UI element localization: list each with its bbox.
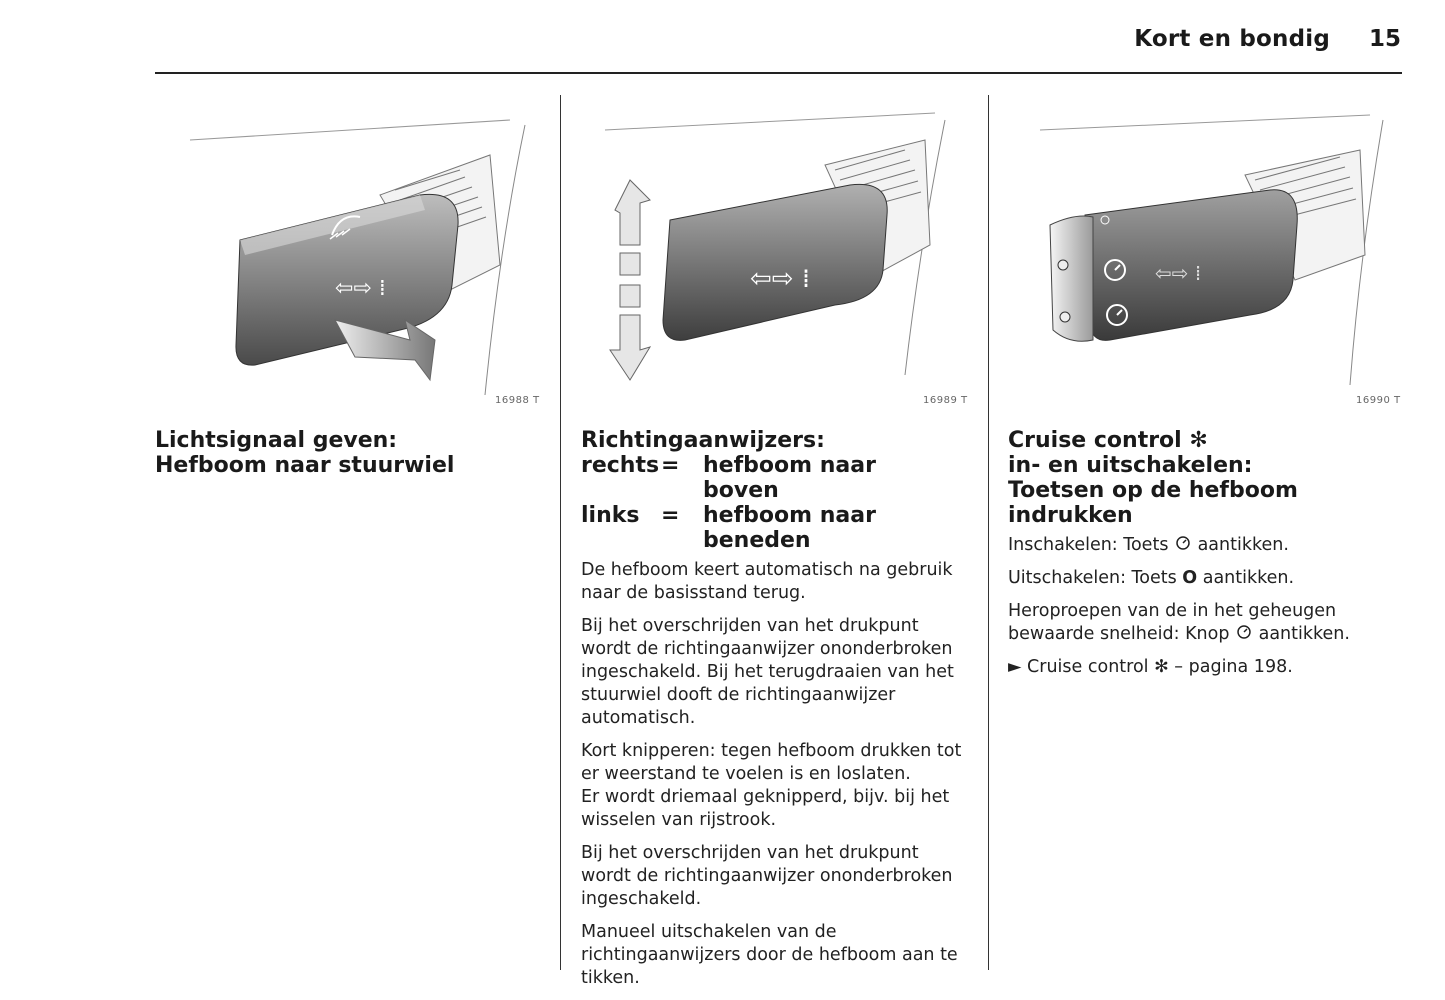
cruise-resume-icon — [1235, 623, 1253, 639]
paragraph: Er wordt driemaal geknipperd, bijv. bij het wisselen van rijstrook. — [581, 787, 950, 830]
off-button-symbol: O — [1182, 568, 1198, 588]
cross-reference-link[interactable]: Cruise control ✻ – pagina 198. — [1027, 657, 1293, 677]
turn-signal-definitions — [581, 453, 903, 553]
cruise-speedometer-icon — [1174, 534, 1192, 550]
flasher-heading-line1: Lichtsignaal geven: — [155, 428, 398, 453]
figure-turn-signal-lever — [585, 95, 975, 405]
column-cruise-control — [1008, 428, 1403, 689]
paragraph-switch-off — [1008, 567, 1403, 590]
definition-description: hefboom naar boven — [703, 453, 876, 503]
page-number: 15 — [1368, 26, 1401, 52]
turn-signal-symbol: ⇦⇨ ⁞ — [1155, 261, 1202, 285]
switch-off-text: Uitschakelen: Toets — [1008, 568, 1183, 588]
flasher-lever-illustration — [160, 95, 550, 405]
flasher-heading-line2: Hefboom naar stuurwiel — [155, 453, 455, 478]
column-divider — [988, 95, 989, 970]
paragraph: Bij het overschrijden van het drukpunt wordt de richtingaanwijzer ononderbroken ingeschakeld. Bij het terugdraaien van het stuurwiel dooft de richtingaanwijzer automatisch. — [581, 616, 954, 728]
definition-separator: = — [661, 503, 680, 528]
header-rule — [155, 72, 1402, 74]
cruise-heading-line3: Toetsen op de hefboom indrukken — [1008, 478, 1298, 528]
column-turn-signals — [581, 428, 971, 1000]
definition-term: rechts — [581, 453, 660, 478]
paragraph: De hefboom keert automatisch na gebruik naar de basisstand terug. — [581, 560, 953, 603]
cruise-heading-line2: in- en uitschakelen: — [1008, 453, 1253, 478]
paragraph-switch-on — [1008, 534, 1403, 557]
paragraph-resume — [1008, 600, 1403, 646]
definition-row — [581, 503, 903, 553]
reference-arrow-icon: ► — [1008, 657, 1022, 677]
definition-description: hefboom naar beneden — [703, 503, 876, 553]
definition-row — [581, 453, 903, 503]
definition-separator: = — [661, 453, 680, 478]
figure-code: 16990 T — [1356, 395, 1401, 406]
up-down-arrows-icon — [610, 180, 650, 380]
figure-cruise-control-lever — [1015, 95, 1405, 405]
resume-text: Heroproepen van de in het geheugen bewaarde snelheid: Knop — [1008, 601, 1337, 644]
paragraph: Manueel uitschakelen van de richtingaanwijzers door de hefboom aan te tikken. — [581, 922, 958, 988]
section-title: Kort en bondig — [1134, 26, 1330, 52]
switch-on-suffix: aantikken. — [1192, 535, 1289, 555]
definition-term: links — [581, 503, 640, 528]
switch-off-suffix: aantikken. — [1197, 568, 1295, 588]
figure-flasher-lever — [160, 95, 550, 405]
turn-signal-symbol: ⇦⇨ ⁞ — [335, 276, 386, 301]
figure-code: 16988 T — [495, 395, 540, 406]
paragraph: Kort knipperen: tegen hefboom drukken tot er weerstand te voelen is en loslaten. — [581, 741, 962, 784]
cross-reference — [1008, 656, 1403, 679]
cruise-heading-line1: Cruise control ✻ — [1008, 428, 1208, 453]
turn-signal-symbol: ⇦⇨ ⁞ — [750, 264, 811, 294]
column-flasher — [155, 428, 555, 478]
turn-signals-heading: Richtingaanwijzers: — [581, 428, 825, 453]
switch-on-text: Inschakelen: Toets — [1008, 535, 1174, 555]
column-divider — [560, 95, 561, 970]
resume-suffix: aantikken. — [1253, 624, 1350, 644]
figure-code: 16989 T — [923, 395, 968, 406]
paragraph: Bij het overschrijden van het drukpunt wordt de richtingaanwijzer ononderbroken ingeschakeld. — [581, 843, 953, 909]
cruise-control-lever-illustration — [1015, 95, 1405, 405]
turn-signal-lever-illustration — [585, 95, 975, 405]
